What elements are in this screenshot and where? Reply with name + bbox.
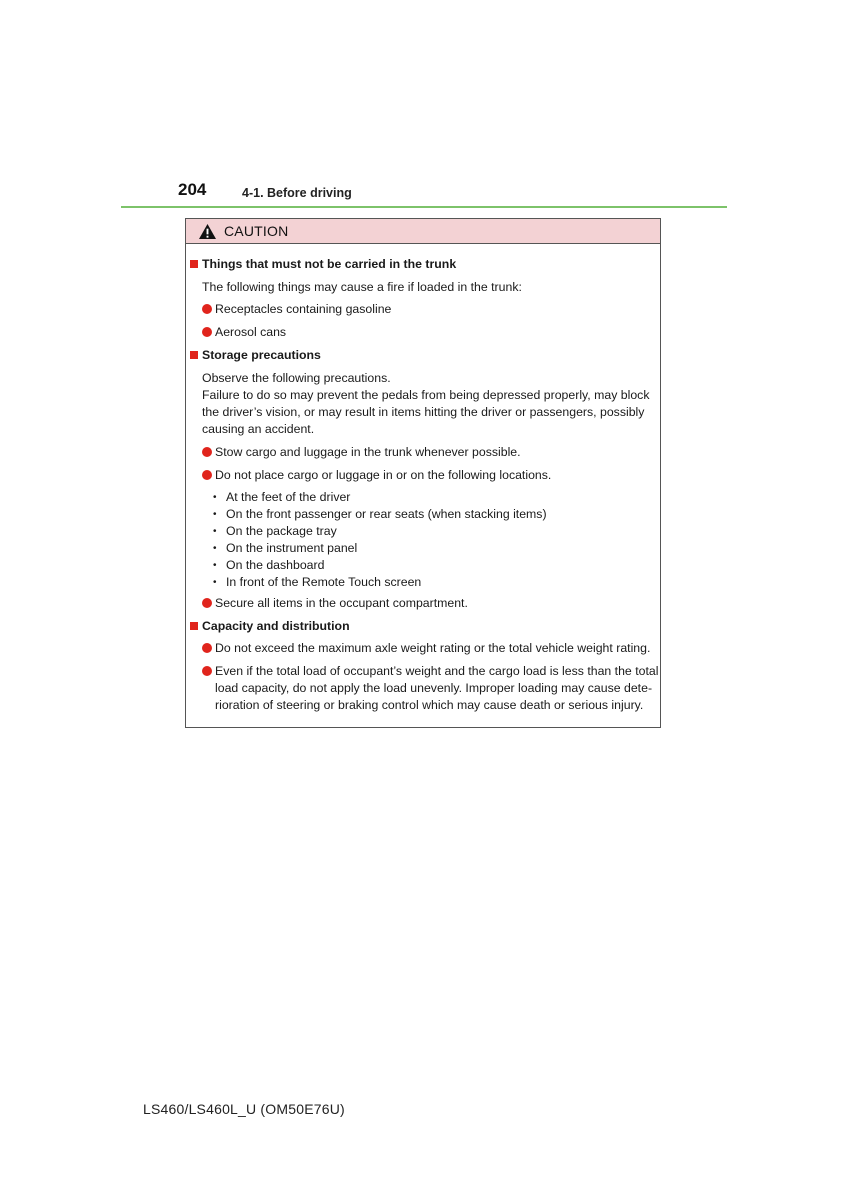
red-dot-icon (202, 598, 212, 608)
paragraph-line: the driver’s vision, or may result in items hitting the driver or passengers, possibly (202, 405, 645, 419)
red-dot-icon (202, 666, 212, 676)
section-heading: Storage precautions (190, 347, 321, 364)
section-heading: Capacity and distribution (190, 618, 350, 635)
footer-model-code: LS460/LS460L_U (OM50E76U) (143, 1101, 345, 1117)
bullet-dot-icon: • (213, 492, 217, 503)
sub-list-item: • On the instrument panel (213, 541, 358, 555)
sub-list-item: • In front of the Remote Touch screen (213, 575, 422, 589)
list-item: Receptacles containing gasoline (202, 301, 391, 318)
red-dot-icon (202, 470, 212, 480)
paragraph-line: causing an accident. (202, 422, 315, 436)
list-item: Do not place cargo or luggage in or on the following locations. (202, 467, 551, 484)
list-item: Stow cargo and luggage in the trunk whenever possible. (202, 444, 521, 461)
list-item: Secure all items in the occupant compartment. (202, 595, 468, 612)
section-title: 4-1. Before driving (242, 186, 352, 200)
bullet-dot-icon: • (213, 543, 217, 554)
list-item: Aerosol cans (202, 324, 286, 341)
list-item-continuation: rioration of steering or braking control which may cause death or serious injury. (215, 698, 644, 712)
header-rule (121, 206, 727, 208)
red-square-icon (190, 622, 198, 630)
paragraph-line: Observe the following precautions. (202, 371, 391, 385)
list-item: Do not exceed the maximum axle weight rating or the total vehicle weight rating. (202, 640, 650, 657)
section-heading: Things that must not be carried in the trunk (190, 256, 456, 273)
sub-list-item: • On the front passenger or rear seats (when stacking items) (213, 507, 547, 521)
bullet-dot-icon: • (213, 526, 217, 537)
list-item: Even if the total load of occupant’s weight and the cargo load is less than the total (202, 663, 658, 680)
caution-label: CAUTION (224, 223, 289, 239)
sub-list-item: • At the feet of the driver (213, 490, 351, 504)
sub-list-item: • On the dashboard (213, 558, 325, 572)
paragraph-line: Failure to do so may prevent the pedals from being depressed properly, may block (202, 388, 650, 402)
bullet-dot-icon: • (213, 560, 217, 571)
list-item-continuation: load capacity, do not apply the load unevenly. Improper loading may cause dete- (215, 681, 653, 695)
page-number: 204 (178, 180, 207, 199)
sub-list-item: • On the package tray (213, 524, 337, 538)
bullet-dot-icon: • (213, 509, 217, 520)
caution-box (185, 218, 661, 728)
caution-header (186, 219, 660, 244)
red-dot-icon (202, 327, 212, 337)
red-dot-icon (202, 447, 212, 457)
bullet-dot-icon: • (213, 577, 217, 588)
red-dot-icon (202, 304, 212, 314)
red-dot-icon (202, 643, 212, 653)
red-square-icon (190, 351, 198, 359)
red-square-icon (190, 260, 198, 268)
warning-triangle-icon (198, 223, 217, 240)
section-intro: The following things may cause a fire if loaded in the trunk: (202, 280, 522, 294)
